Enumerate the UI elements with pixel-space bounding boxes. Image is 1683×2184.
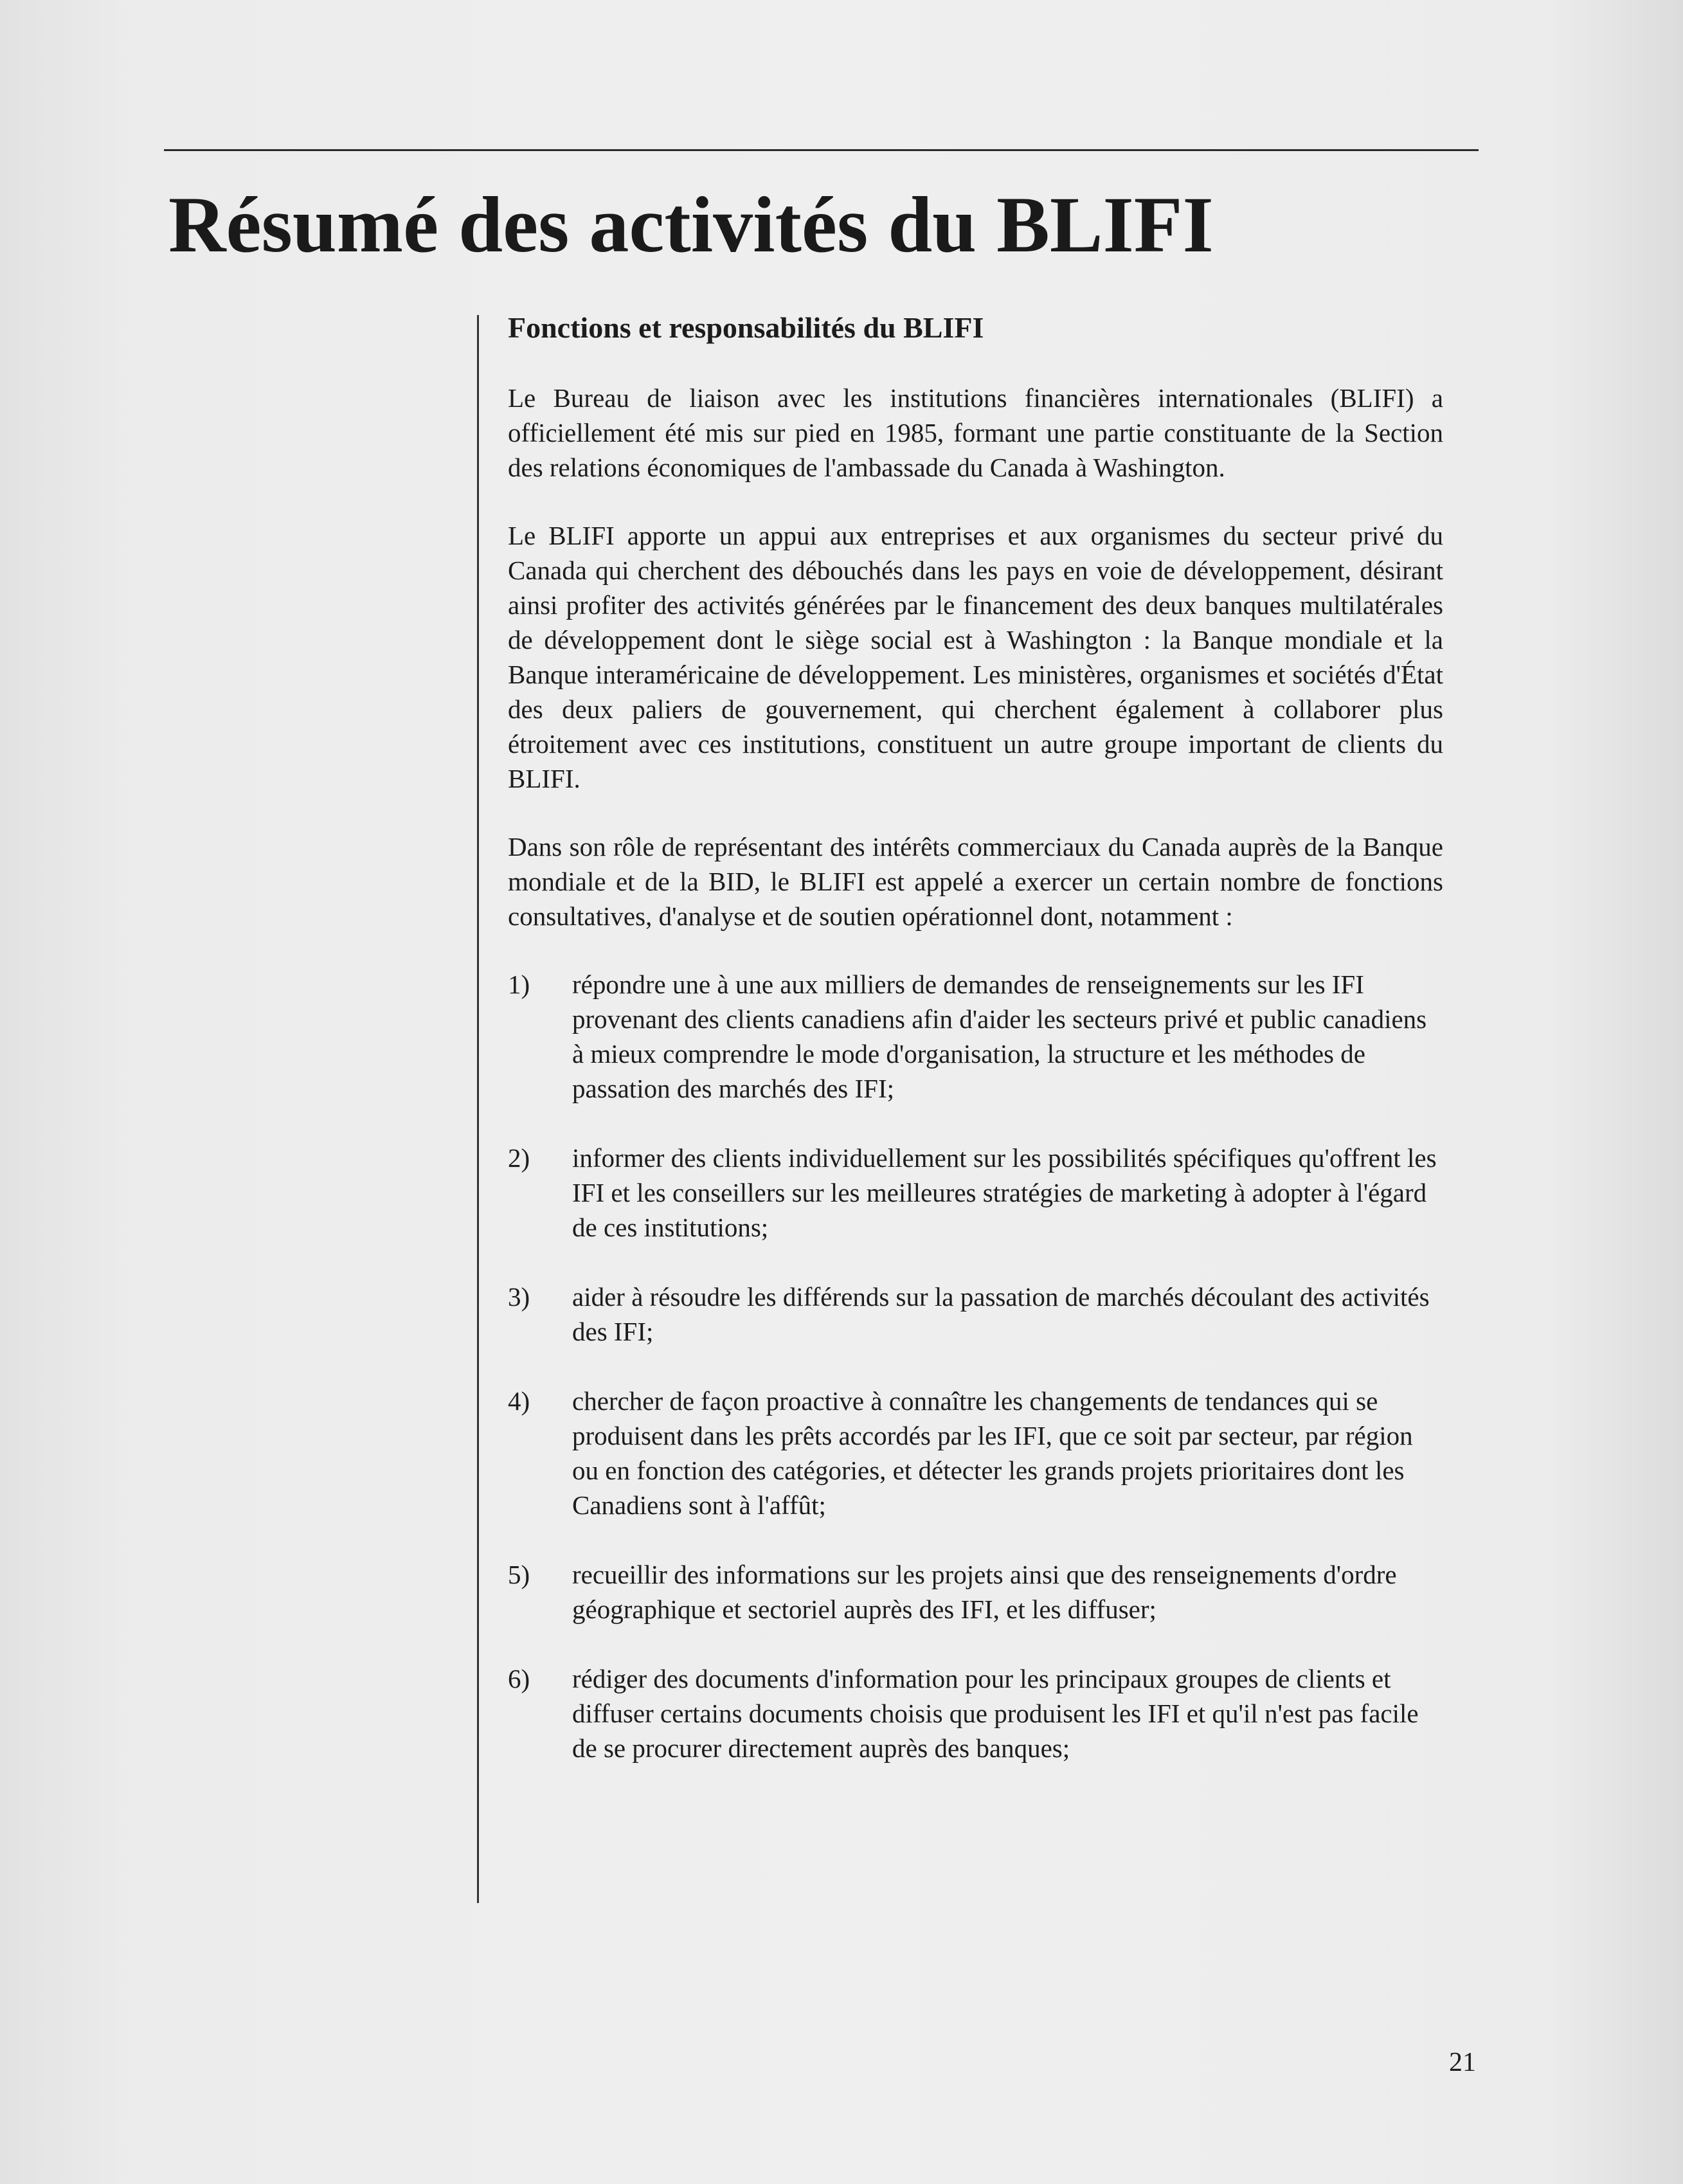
list-item-number: 2) (508, 1143, 530, 1173)
functions-list (508, 967, 1443, 1765)
paragraph-intro: Le Bureau de liaison avec les institutions financières internationales (BLIFI) a officiellement été mis sur pied en 1985, formant une partie constituante de la Section des relations économiques de l'ambassade du Canada à Washington. (508, 383, 1443, 482)
list-item-text: rédiger des documents d'information pour les principaux groupes de clients et diffuser certains documents choisis que produisent les IFI et qu'il n'est pas facile de se procurer directement auprès des banques; (572, 1664, 1419, 1763)
list-item-text: recueillir des informations sur les projets ainsi que des renseignements d'ordre géographique et sectoriel auprès des IFI, et les diffuser; (572, 1560, 1397, 1624)
page-title: Résumé des activités du BLIFI (168, 181, 1214, 269)
page-number: 21 (1449, 2048, 1476, 2077)
margin-vertical-rule (477, 315, 479, 1903)
body-content (508, 309, 1443, 1800)
paragraph-support: Le BLIFI apporte un appui aux entreprises et aux organismes du secteur privé du Canada qui cherchent des débouchés dans les pays en voie de développement, désirant ainsi profiter des activités générées par le financement des deux banques multilatérales de développement dont le siège social est à Washington : la Banque mondiale et la Banque interaméricaine de développement. Les ministères, organismes et sociétés d'État des deux paliers de gouvernement, qui cherchent également à collaborer plus étroitement avec ces institutions, constituent un autre groupe important de clients du BLIFI. (508, 521, 1443, 793)
list-item (508, 1557, 1443, 1627)
section-heading: Fonctions et responsabilités du BLIFI (508, 311, 984, 344)
list-item-text: chercher de façon proactive à connaître les changements de tendances qui se produisent dans les prêts accordés par les IFI, que ce soit par secteur, par région ou en fonction des catégories, et détecter les grands projets prioritaires dont les Canadiens sont à l'affût; (572, 1386, 1413, 1520)
list-item-number: 1) (508, 970, 530, 999)
list-item-number: 3) (508, 1282, 530, 1312)
list-item (508, 1279, 1443, 1349)
list-item (508, 967, 1443, 1106)
list-item (508, 1661, 1443, 1765)
list-item-text: aider à résoudre les différends sur la passation de marchés découlant des activités des IFI; (572, 1282, 1430, 1346)
list-item-number: 5) (508, 1560, 530, 1589)
list-item (508, 1141, 1443, 1245)
list-item-number: 4) (508, 1386, 530, 1416)
header-rule (164, 149, 1479, 151)
list-item-number: 6) (508, 1664, 530, 1693)
list-item-text: informer des clients individuellement sur les possibilités spécifiques qu'offrent les IFI et les conseillers sur les meilleures stratégies de marketing à adopter à l'égard de ces institutions; (572, 1143, 1437, 1242)
paragraph-role: Dans son rôle de représentant des intérêts commerciaux du Canada auprès de la Banque mondiale et de la BID, le BLIFI est appelé a exercer un certain nombre de fonctions consultatives, d'analyse et de soutien opérationnel dont, notamment : (508, 832, 1443, 931)
list-item (508, 1384, 1443, 1522)
list-item-text: répondre une à une aux milliers de demandes de renseignements sur les IFI provenant des clients canadiens afin d'aider les secteurs privé et public canadiens à mieux comprendre le mode d'organisation, la structure et les méthodes de passation des marchés des IFI; (572, 970, 1427, 1103)
